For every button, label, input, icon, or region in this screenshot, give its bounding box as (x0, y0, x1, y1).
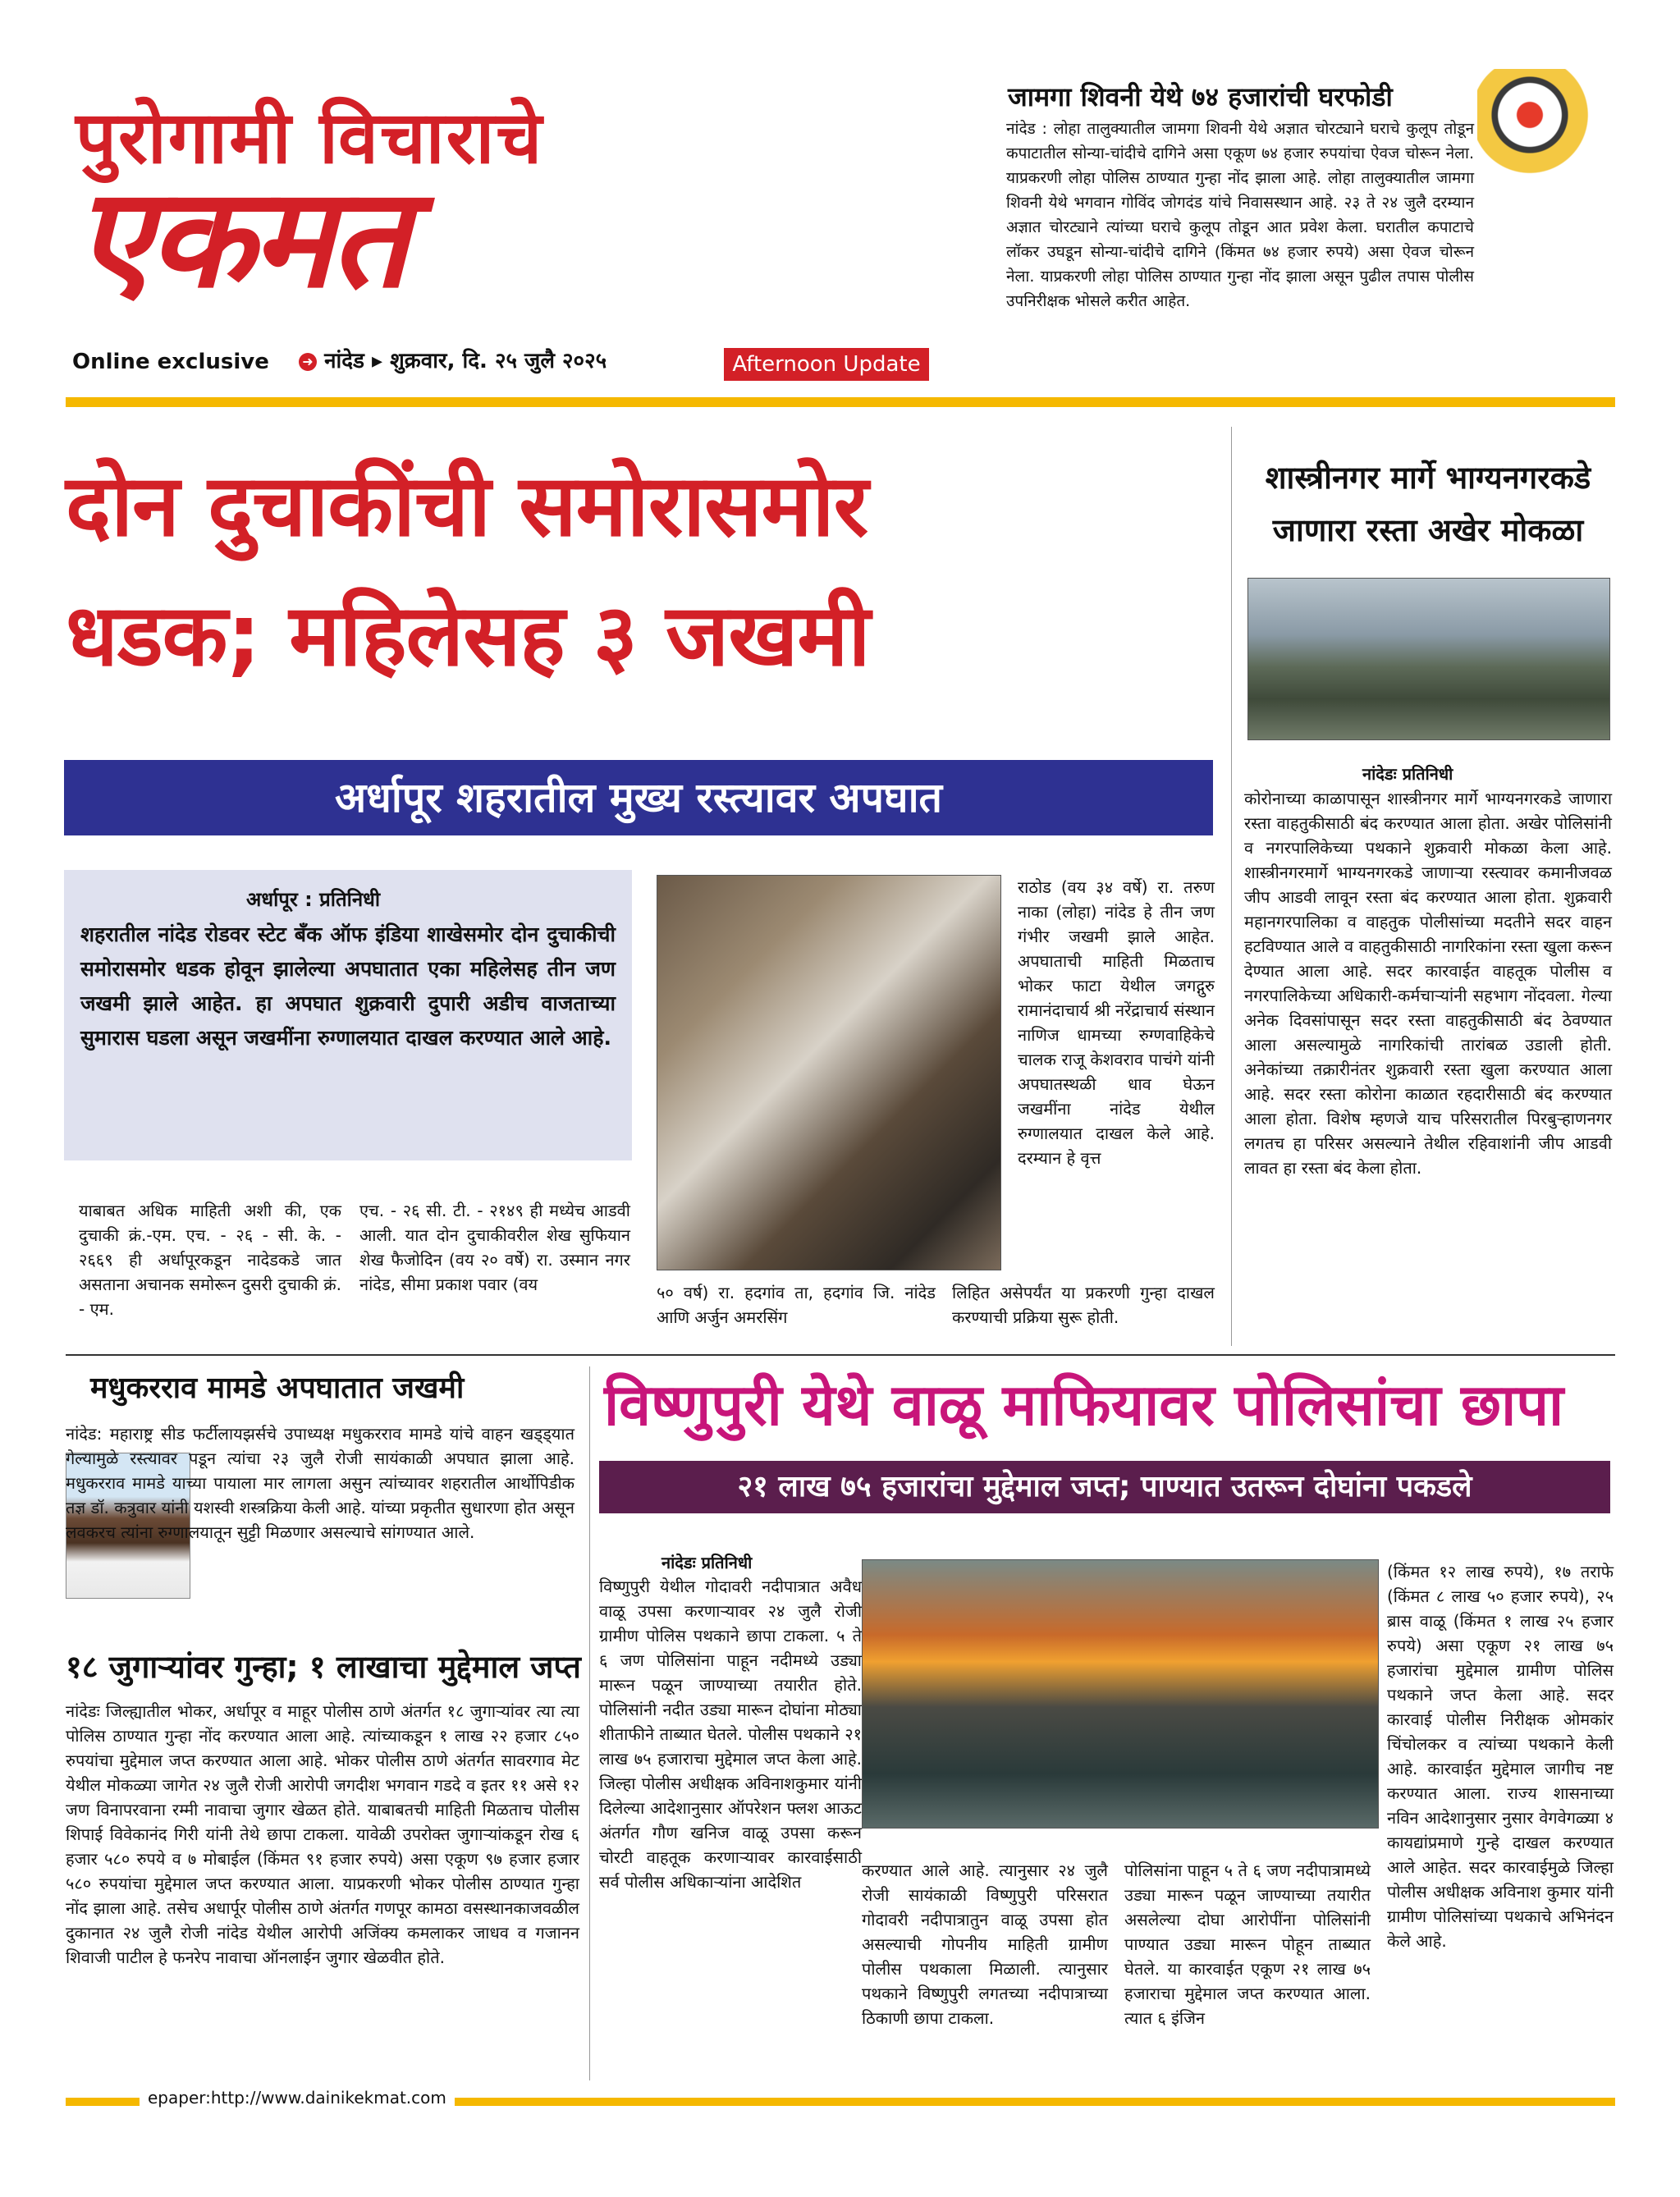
sand-col3: पोलिसांना पाहून ५ ते ६ जण नदीपात्रामध्ये उड्या मारून पळून जाण्याच्या तयारीत असलेल्या दोघा आरोपींना पोलिसांनी पाण्यात उड्या मारून पोहून ताब्यात घेतले. या कारवाईत एकूण २१ लाख ७५ हजाराचा मुद्देमाल जप्त करण्यात आला. त्यात ६ इंजिन (1124, 1861, 1371, 2028)
lead-col3: ५० वर्ष) रा. हदगांव ता, हदगांव जि. नांदेड आणि अर्जुन अमरसिंग (657, 1283, 936, 1327)
sand-col1: विष्णुपुरी येथील गोदावरी नदीपात्रात अवैध वाळू उपसा करणाऱ्यावर २४ जुलै रोजी ग्रामीण पोलिस पथकाने छापा टाकला. ५ ते ६ जण पोलिसांना पाहून नदीमध्ये उड्या मारून पळून जाण्याच्या तयारीत होते. पोलिसांनी नदीत उड्या मारून दोघांना मोठ्या शीताफीने ताब्यात घेतले. पोलीस पथकाने २१ लाख ७५ हजाराचा मुद्देमाल जप्त केला आहे. जिल्हा पोलीस अधीक्षक अविनाशकुमार यांनी दिलेल्या आदेशानुसार ऑपरेशन फ्लश आऊट अंतर्गत गौण खनिज वाळू उपसा करून चोरटी वाहतूक करणाऱ्यावर कारवाईसाठी सर्व पोलीस अधिकाऱ्यांना आदेशित (599, 1577, 862, 1892)
mamde-headline: मधुकरराव मामडे अपघातात जखमी (90, 1371, 465, 1405)
top-right-body: नांदेड : लोहा तालुक्यातील जामगा शिवनी येथे अज्ञात चोरट्याने घराचे कुलूप तोडून कपाटातील सोन्या-चांदीचे दागिने असा एकूण ७४ हजार रुपयांचा ऐवज चोरून नेला. याप्रकरणी लोहा पोलिस ठाण्यात गुन्हा नोंद झाला आहे. लोहा तालुक्यातील जामगा शिवनी येथे भगवान गोविंद जोगदंड यांचे निवासस्थान आहे. २३ ते २४ जुलै दरम्यान अज्ञात चोरट्याने त्यांच्या घराचे कुलूप तोडून आत प्रवेश केला. घरातील कपाटाचे लॉकर उघडून सोन्या-चांदीचे दागिने (किंमत ७४ हजार रुपये) असा ऐवज चोरून नेला. याप्रकरणी लोहा पोलिस ठाण्यात गुन्हा नोंद झाला असून पुढील तपास पोलीस उपनिरीक्षक भोसले करीत आहेत. (1006, 120, 1474, 310)
sand-col4: (किंमत १२ लाख रुपये), १७ तराफे (किंमत ८ लाख ५० हजार रुपये), २५ ब्रास वाळू (किंमत १ लाख २५ हजार रुपये) असा एकूण २१ लाख ७५ हजारांचा मुद्देमाल ग्रामीण पोलिस पथकाने जप्त केला आहे. सदर कारवाई पोलीस निरीक्षक ओमकांर चिंचोलकर व त्यांच्या पथकाने केली आहे. कारवाईत मुद्देमाल जागीच नष्ट करण्यात आला. राज्य शासनाच्या नविन आदेशानुसार नुसार वेगवेगळ्या ४ कायद्यांप्रमाणे गुन्हे दाखल करण्यात आले आहेत. सदर कारवाईमुळे जिल्हा पोलीस अधीक्षक अविनाश कुमार यांनी ग्रामीण पोलिसांच्या पथकाचे अभिनंदन केले आहे. (1387, 1562, 1614, 1951)
sand-dateline: नांदेडः प्रतिनिधी (661, 1553, 753, 1572)
sand-col2: करण्यात आले आहे. त्यानुसार २४ जुलै रोजी सायंकाळी विष्णुपुरी परिसरात गोदावरी नदीपात्रातुन वाळू उपसा होत असल्याची गोपनीय माहिती ग्रामीण पोलीस पथकाला मिळाली. त्यानुसार पथकाने विष्णुपुरी लगतच्या नदीपात्राच्या ठिकाणी छापा टाकला. (862, 1861, 1108, 2028)
sand-headline: विष्णुपुरी येथे वाळू माफियावर पोलिसांचा छापा (604, 1371, 1564, 1439)
gambling-body: नांदेडः जिल्ह्यातील भोकर, अर्धापूर व माहूर पोलीस ठाणे अंतर्गत १८ जुगाऱ्यांवर त्या त्या पोलिस ठाण्यात गुन्हा नोंद करण्यात आला आहे. त्यांच्याकडून १ लाख २२ हजार ८५० रुपयांचा मुद्देमाल जप्त करण्यात आला आहे. भोकर पोलीस ठाणे अंतर्गत सावरगाव मेट येथील मोकळ्या जागेत २४ जुलै रोजी आरोपी जगदीश भगवान गडदे व इतर ११ असे १२ जण विनापरवाना रम्मी नावाचा जुगार खेळत होते. याबाबतची माहिती मिळताच पोलीस शिपाई विवेकानंद गिरी यांनी तेथे छापा टाकला. यावेळी उपरोक्त जुगाऱ्यांकडून रोख ६ हजार ५८० रुपये व ७ मोबाईल (किंमत ९१ हजार रुपये) असा एकूण ९७ हजार हजार ५८० रुपयांचा मुद्देमाल जप्त करण्यात आला. याप्रकरणी भोकर पोलीस ठाण्यात गुन्हा नोंद झाला आहे. तसेच अधार्पूर पोलीस ठाणे अंतर्गत गणपूर कामठा वसस्थानकाजवळील दुकानात २४ जुलै रोजी नांदेड येथील आरोपी अजिंक्य कमलाकर जाधव व गजानन शिवाजी पाटील हे फनरेप नावाचा ऑनलाईन जुगार खेळवीत होते. (66, 1701, 579, 1967)
lead-col4-tail: लिहित असेपर्यंत या प्रकरणी गुन्हा दाखल करण्याची प्रक्रिया सुरू होती. (952, 1283, 1215, 1327)
masthead-logo: एकमत (76, 158, 406, 318)
masthead-tagline: पुरोगामी विचाराचे (76, 95, 544, 180)
online-exclusive-label: Online exclusive (72, 350, 269, 374)
lead-col2: एच. - २६ सी. टी. - २१४९ ही मध्येच आडवी आली. यात दोन दुचाकीवरील शेख सुफियान शेख फैजोदिन (वय २० वर्षे) रा. उस्मान नगर नांदेड, सीमा प्रकाश पवार (वय (359, 1201, 630, 1294)
gambling-headline: १८ जुगाऱ्यांवर गुन्हा; १ लाखाचा मुद्देमाल जप्त (66, 1649, 581, 1685)
lead-col1: याबाबत अधिक माहिती अशी की, एक दुचाकी क्रं.-एम. एच. - २६ - सी. के. - २६६९ ही अर्धापूरकडून नादेडकडे जात असताना अचानक समोरून दुसरी दुचाकी क्रं. - एम. (79, 1201, 341, 1319)
top-yellow-rule (66, 397, 1615, 407)
burglar-cartoon-icon (1477, 69, 1609, 184)
sand-raid-photo (862, 1559, 1379, 1829)
dateline-bar (299, 346, 607, 376)
road-opening-photo (1247, 578, 1610, 740)
right-story-headline: शास्त्रीनगर मार्गे भाग्यनगरकडे जाणारा रस्ता अखेर मोकळा (1265, 460, 1591, 548)
lead-dateline: अर्धापूर : प्रतिनिधी (246, 888, 381, 911)
lower-left-divider (589, 1366, 590, 2080)
lead-col4: राठोड (वय ३४ वर्षे) रा. तरुण नाका (लोहा) नांदेड हे तीन जण गंभीर जखमी झाले आहेत. अपघाताची माहिती मिळताच भोकर फाटा येथील जगद्गुरु रामानंदाचार्य श्री नरेंद्राचार्य संस्थान नाणिज धामच्या रुग्णवाहिकेचे चालक राजू केशवराव पाचंगे यांनी अपघातस्थळी धाव घेऊन जखमींना नांदेड येथील रुग्णालयात दाखल केले आहे. दरम्यान हे वृत्त (1018, 877, 1215, 1168)
sand-subhead: २१ लाख ७५ हजारांचा मुद्देमाल जप्त; पाण्यात उतरून दोघांना पकडले (737, 1470, 1472, 1504)
lead-intro: शहरातील नांदेड रोडवर स्टेट बँक ऑफ इंडिया शाखेसमोर दोन दुचाकीची समोरासमोर धडक होवून झालेल्या अपघातात एका महिलेसह तीन जण जखमी झाले आहेत. हा अपघात शुक्रवारी दुपारी अडीच वाजताच्या सुमारास घडला असून जखमींना रुग्णालयात दाखल करण्यात आले आहे. (80, 922, 616, 1050)
epaper-link[interactable]: epaper:http://www.dainikekmat.com (140, 2086, 455, 2109)
middle-rule (66, 1354, 1615, 1356)
top-right-headline: जामगा शिवनी येथे ७४ हजारांची घरफोडी (1008, 81, 1393, 112)
lead-headline-line2: धडक; महिलेसह ३ जखमी (66, 585, 870, 685)
sand-subhead-banner (599, 1461, 1610, 1513)
update-badge-label: Afternoon Update (732, 352, 921, 377)
lead-subhead: अर्धापूर शहरातील मुख्य रस्त्यावर अपघात (334, 774, 943, 822)
lead-subhead-banner (64, 760, 1213, 835)
right-story-body: कोरोनाच्या काळापासून शास्त्रीनगर मार्गे भाग्यनगरकडे जाणारा रस्ता वाहतुकीसाठी बंद करण्यात आला होता. अखेर पोलिसांनी व नगरपालिकेच्या पथकाने शुक्रवारी मोकळा केला आहे. शास्त्रीनगरमार्गे भाग्यनगरकडे जाणाऱ्या रस्त्यावर कमानीजवळ जीप आडवी लावून रस्ता बंद करण्यात आला होता. शुक्रवारी महानगरपालिका व वाहतुक पोलीसांच्या मदतीने सदर वाहन हटविण्यात आले व वाहतुकीसाठी नागरिकांना रस्ता खुला करून देण्यात आला आहे. सदर कारवाईत वाहतूक पोलीस व नगरपालिकेच्या अधिकारी-कर्मचाऱ्यांनी सहभाग नोंदवला. गेल्या अनेक दिवसांपासून सदर रस्ता वाहतुकीसाठी बंद ठेवण्यात आला असल्यामुळे नागरिकांची तारांबळ उडाली होती. अनेकांच्या तक्रारीनंतर शुक्रवारी रस्ता खुला करण्यात आला आहे. सदर रस्ता कोरोना काळात रहदारीसाठी बंद करण्यात आला होता. विशेष म्हणजे याच परिसरातील पिरबुऱ्हाणनगर लगतच हा परिसर असल्याने तेथील रहिवाशांनी जीप आडवी लावत हा रस्ता बंद केला होता. (1244, 789, 1612, 1178)
accident-photo (657, 875, 1001, 1270)
arrow-right-icon: ➜ (299, 353, 317, 371)
city-date: नांदेड ▸ शुक्रवार, दि. २५ जुलै २०२५ (324, 349, 607, 373)
mamde-body: नांदेड: महाराष्ट्र सीड फर्टीलायझर्सचे उपाध्यक्ष मधुकरराव मामडे यांचे वाहन खड्ड्यात गेल्यामुळे रस्त्यावर पडून त्यांचा २३ जुलै रोजी सायंकाळी अपघात झाला आहे. मधुकरराव मामडे याच्या पायाला मार लागला असुन त्यांच्यावर शहरातील आर्थोपिडीक तज्ञ डॉ. कत्रुवार यांनी यशस्वी शस्त्रक्रिया केली आहे. यांच्या प्रकृतीत सुधारणा होत असून लवकरच त्यांना रुग्णालयातून सुट्टी मिळणार असल्याचे सांगण्यात आले. (66, 1424, 574, 1542)
right-story-dateline: नांदेडः प्रतिनिधी (1362, 764, 1453, 784)
right-column-divider (1231, 427, 1232, 1346)
lead-headline-line1: दोन दुचाकींची समोरासमोर (66, 455, 868, 556)
afternoon-update-badge (724, 348, 929, 381)
